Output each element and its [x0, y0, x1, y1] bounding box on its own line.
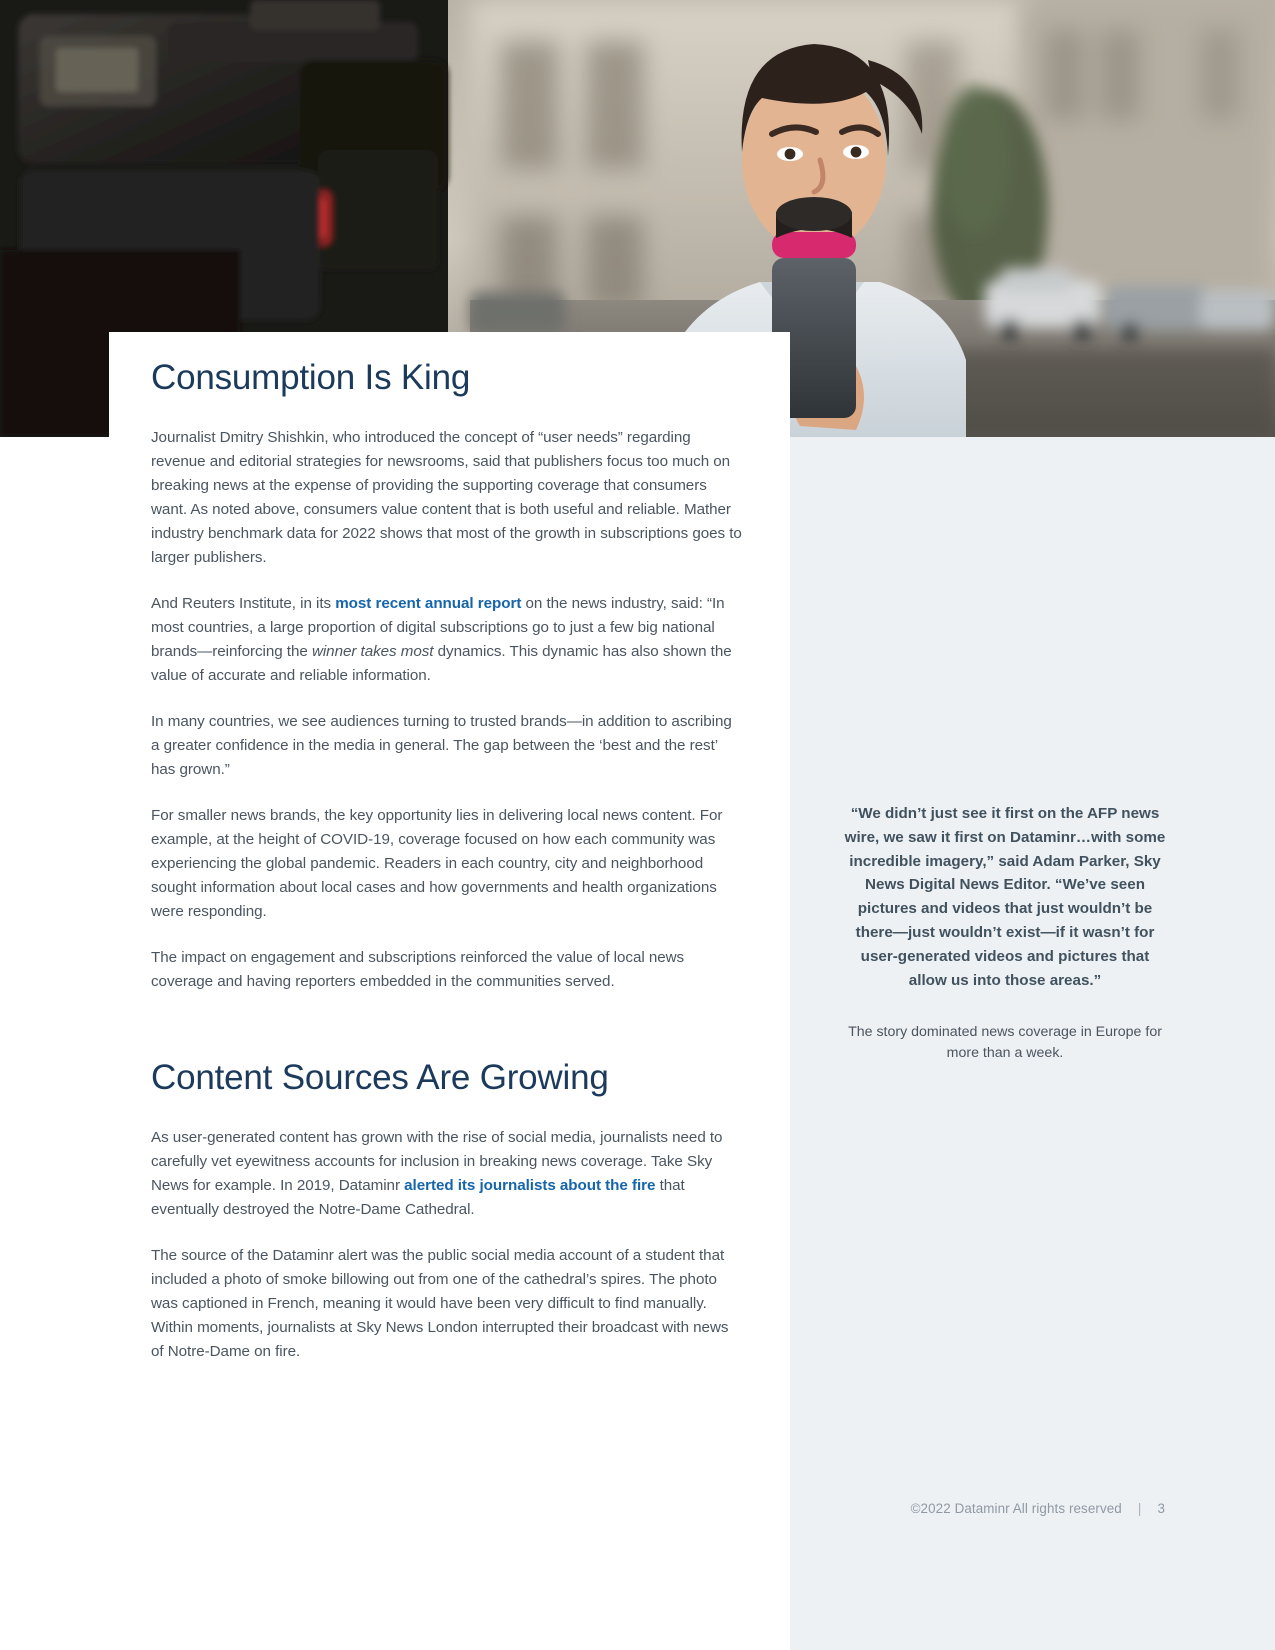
reuters-tail: dynamics. This dynamic has also shown the value of accurate and reliable information. — [151, 643, 732, 684]
alerted-its-journalists-link[interactable]: alerted its journalists about the fire — [404, 1177, 656, 1194]
winner-takes-most-emphasis: winner takes most — [311, 643, 434, 660]
page-title: Consumption Is King — [151, 358, 471, 397]
pull-quote-caption: The story dominated news coverage in Europe for more than a week. — [848, 1024, 1162, 1062]
page-footer — [790, 1493, 1275, 1523]
paragraph-local-news: For smaller news brands, the key opportunity lies in delivering local news content. For example, at the height of COVID-19, coverage focused on how each community was experiencing the global pandemic. Readers in each country, city and neighborhood sought information about local cases and how governments and health organizations were responding. — [151, 807, 723, 920]
pull-quote-block — [840, 802, 1170, 1064]
paragraph-engagement-impact: The impact on engagement and subscriptions reinforced the value of local news coverage and having reporters embedded in the communities served. — [151, 949, 685, 990]
pull-quote-text: “We didn’t just see it first on the AFP news wire, we saw it first on Dataminr…with some incredible imagery,” said Adam Parker, Sky News Digital News Editor. “We’ve seen pictures and videos that just wouldn’t be there—just wouldn’t exist—if it wasn’t for user-generated videos and pictures that allow us into those areas.” — [844, 805, 1166, 989]
article-content — [151, 356, 743, 1364]
most-recent-annual-report-link[interactable]: most recent annual report — [335, 595, 522, 612]
footer-copyright: ©2022 Dataminr All rights reserved — [910, 1500, 1122, 1516]
paragraph-dataminr-alert-source: The source of the Dataminr alert was the public social media account of a student that included a photo of smoke billowing out from one of the cathedral’s spires. The photo was captioned in French, meaning it would have been very difficult to find manually. Within moments, journalists at Sky News London interrupted their broadcast with news of Notre-Dame on fire. — [151, 1247, 729, 1360]
paragraph-ugc — [151, 1126, 743, 1222]
ugc-lead: As user-generated content has grown with the rise of social media, journalists need to carefully vet eyewitness accounts for inclusion in breaking news coverage. Take Sky News for example. In 2019, Dataminr — [151, 1129, 723, 1194]
ugc-tail: that eventually destroyed the Notre-Dame Cathedral. — [151, 1177, 685, 1218]
paragraph-shishkin: Journalist Dmitry Shishkin, who introduced the concept of “user needs” regarding revenue and editorial strategies for newsrooms, said that publishers focus too much on breaking news at the expense of providing the supporting coverage that consumers want. As noted above, consumers value content that is both useful and reliable. Mather industry benchmark data for 2022 shows that most of the growth in subscriptions goes to larger publishers. — [151, 429, 742, 566]
article-card — [109, 332, 790, 1650]
sidebar-panel — [790, 437, 1275, 1650]
reuters-lead: And Reuters Institute, in its — [151, 595, 336, 612]
paragraph-reuters — [151, 592, 743, 688]
section-title-content-sources: Content Sources Are Growing — [151, 1058, 609, 1097]
footer-separator: | — [1137, 1500, 1142, 1516]
reuters-after-link: on the news industry, said: “In most countries, a large proportion of digital subscriptions go to just a few big national brands—reinforcing the — [151, 595, 725, 660]
paragraph-trusted-brands: In many countries, we see audiences turning to trusted brands—in addition to ascribing a greater confidence in the media in general. The gap between the ‘best and the rest’ has grown.” — [151, 713, 732, 778]
page-number: 3 — [1157, 1500, 1165, 1516]
